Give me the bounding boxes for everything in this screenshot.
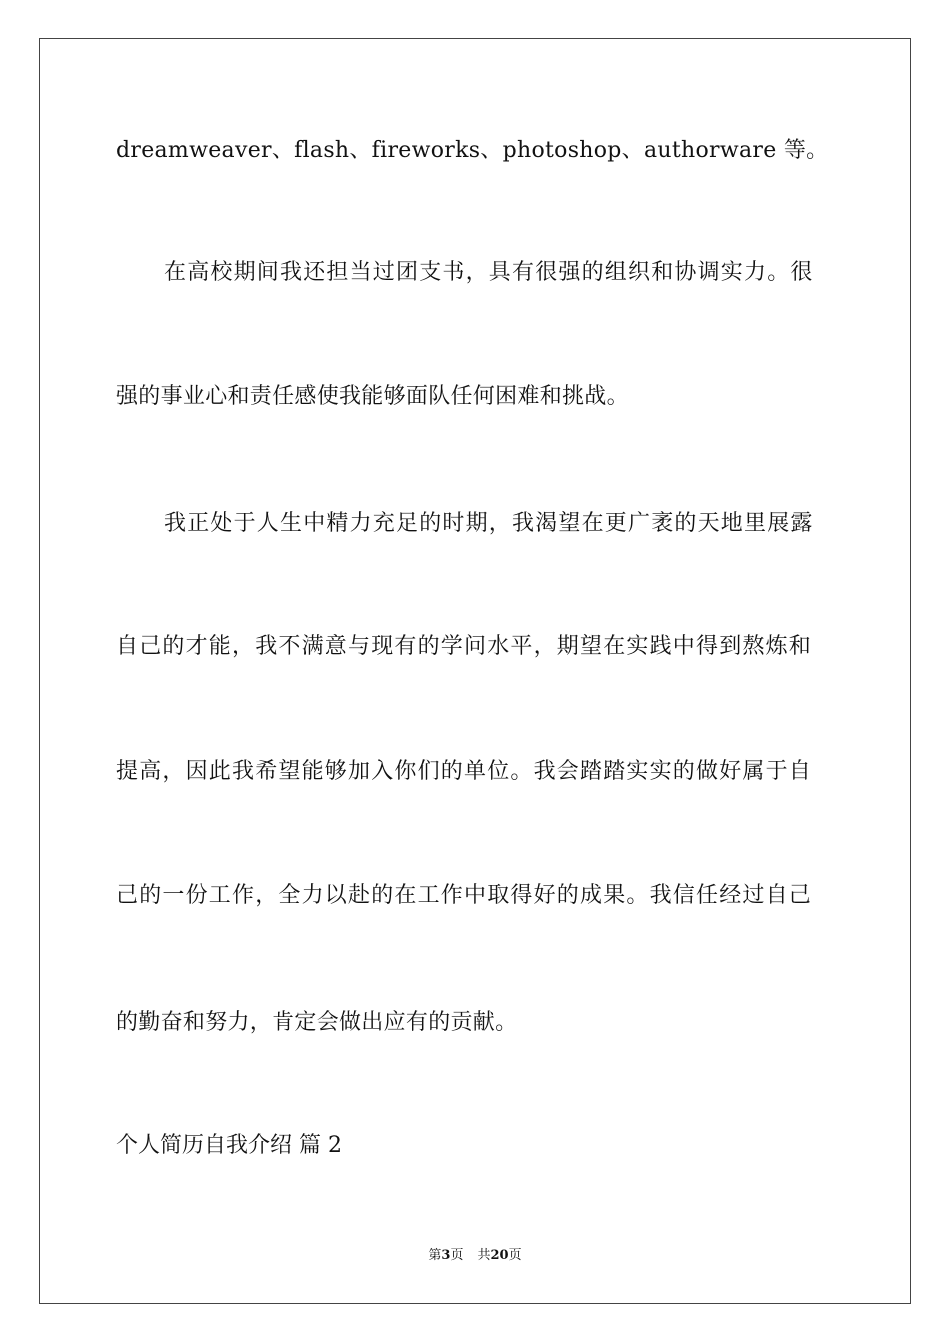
page-footer — [0, 1248, 950, 1264]
section-heading: 个人简历自我介绍 篇 2 — [116, 1133, 342, 1158]
paragraph-line-8: 的勤奋和努力，肯定会做出应有的贡献。 — [116, 1010, 518, 1035]
footer-page-prefix: 第 — [428, 1248, 442, 1263]
footer-total-pages: 20 — [490, 1248, 509, 1263]
footer-page-number: 3 — [441, 1248, 451, 1263]
footer-total-prefix: 共 — [477, 1248, 491, 1263]
paragraph-line-7: 己的一份工作，全力以赴的在工作中取得好的成果。我信任经过自己 — [116, 883, 813, 908]
paragraph-line-1: dreamweaver、flash、fireworks、photoshop、authorware 等。 — [116, 138, 829, 163]
paragraph-line-4: 我正处于人生中精力充足的时期，我渴望在更广袤的天地里展露 — [164, 511, 814, 536]
footer-page-suffix: 页 — [450, 1248, 464, 1263]
page-border — [39, 38, 911, 1304]
paragraph-line-5: 自己的才能，我不满意与现有的学问水平，期望在实践中得到熬炼和 — [116, 634, 813, 659]
paragraph-line-6: 提高，因此我希望能够加入你们的单位。我会踏踏实实的做好属于自 — [116, 759, 813, 784]
paragraph-line-2: 在高校期间我还担当过团支书，具有很强的组织和协调实力。很 — [164, 260, 814, 285]
footer-total-suffix: 页 — [508, 1248, 522, 1263]
paragraph-line-3: 强的事业心和责任感使我能够面队任何困难和挑战。 — [116, 384, 629, 409]
